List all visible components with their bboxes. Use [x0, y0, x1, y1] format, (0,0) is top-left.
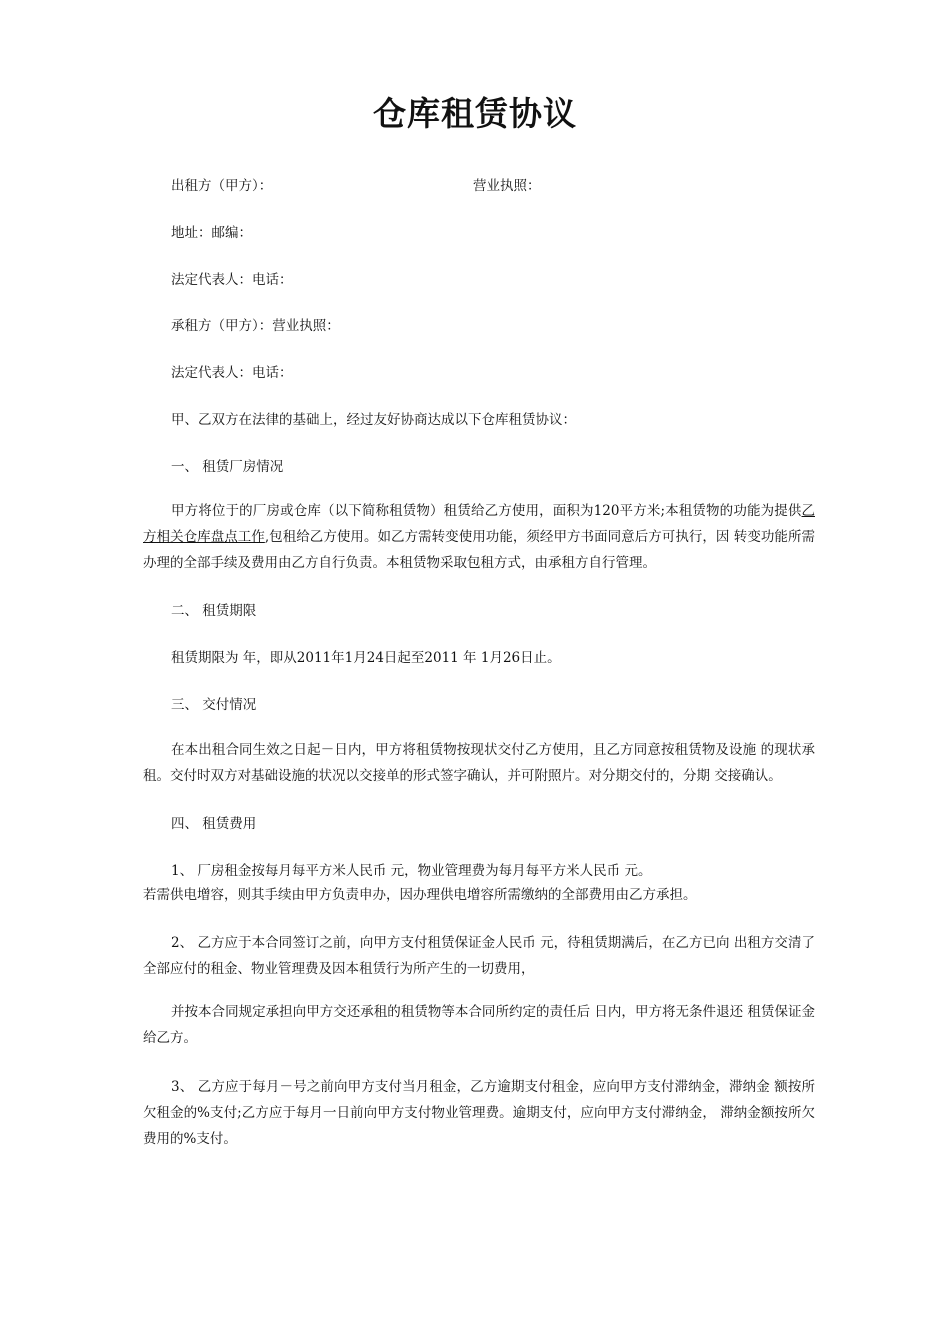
paragraph-text: 甲方将位于的厂房或仓库（以下简称租赁物）租赁给乙方使用，面积为120平方米;本租赁物的功能为提供 — [171, 503, 802, 519]
section-heading: 二、 租赁期限 — [171, 603, 257, 619]
document-title: 仓库租赁协议 — [373, 94, 577, 133]
address-line: 地址：邮编： — [171, 225, 252, 241]
section-paragraph: 在本出租合同生效之日起－日内，甲方将租赁物按现状交付乙方使用，且乙方同意按租赁物及设施 的现状承租。交付时双方对基础设施的状况以交接单的形式签字确认，并可附照片。对分期交付的，分期 交接确认。 — [143, 742, 815, 784]
section-heading: 三、 交付情况 — [171, 697, 257, 713]
list-item-continuation: 若需供电增容，则其手续由甲方负责申办，因办理供电增容所需缴纳的全部费用由乙方承担。 — [143, 887, 697, 903]
list-item: 1、 厂房租金按每月每平方米人民币 元，物业管理费为每月每平方米人民币 元。 — [171, 863, 652, 879]
legal-representative-line: 法定代表人：电话： — [171, 365, 293, 381]
legal-representative-line: 法定代表人：电话： — [171, 272, 293, 288]
business-license-label: 营业执照： — [473, 178, 541, 194]
section-paragraph: 租赁期限为 年，即从2011年1月24日起至2011 年 1月26日止。 — [171, 650, 561, 666]
list-item: 3、 乙方应于每月－号之前向甲方支付当月租金，乙方逾期支付租金，应向甲方支付滞纳金，滞纳金 额按所欠租金的%支付;乙方应于每月一日前向甲方支付物业管理费。逾期支付，应向甲方支付滞纳金， 滞纳金额按所欠费用的%支付。 — [143, 1079, 815, 1147]
preamble: 甲、乙双方在法律的基础上，经过友好协商达成以下仓库租赁协议： — [171, 412, 576, 428]
lessee-line: 承租方（甲方）：营业执照： — [171, 318, 340, 334]
paragraph-text: ,包租给乙方使用。如乙方需转变使用功能，须经甲方书面同意后方可执行，因 转变功能所需办理的全部手续及费用由乙方自行负责。本租赁物采取包租方式，由承租方自行管理。 — [143, 529, 815, 571]
section-heading: 一、 租赁厂房情况 — [171, 459, 284, 475]
section-heading: 四、 租赁费用 — [171, 816, 257, 832]
list-item-continuation: 并按本合同规定承担向甲方交还承租的租赁物等本合同所约定的责任后 日内，甲方将无条件退还 租赁保证金给乙方。 — [143, 1004, 815, 1046]
underlined-text: 乙方相关仓库盘点工作 — [143, 503, 815, 545]
list-item: 2、 乙方应于本合同签订之前，向甲方支付租赁保证金人民币 元，待租赁期满后，在乙方已向 出租方交清了全部应付的租金、物业管理费及因本租赁行为所产生的一切费用， — [143, 935, 815, 977]
lessor-label: 出租方（甲方）： — [171, 178, 273, 194]
section-paragraph — [143, 498, 815, 576]
